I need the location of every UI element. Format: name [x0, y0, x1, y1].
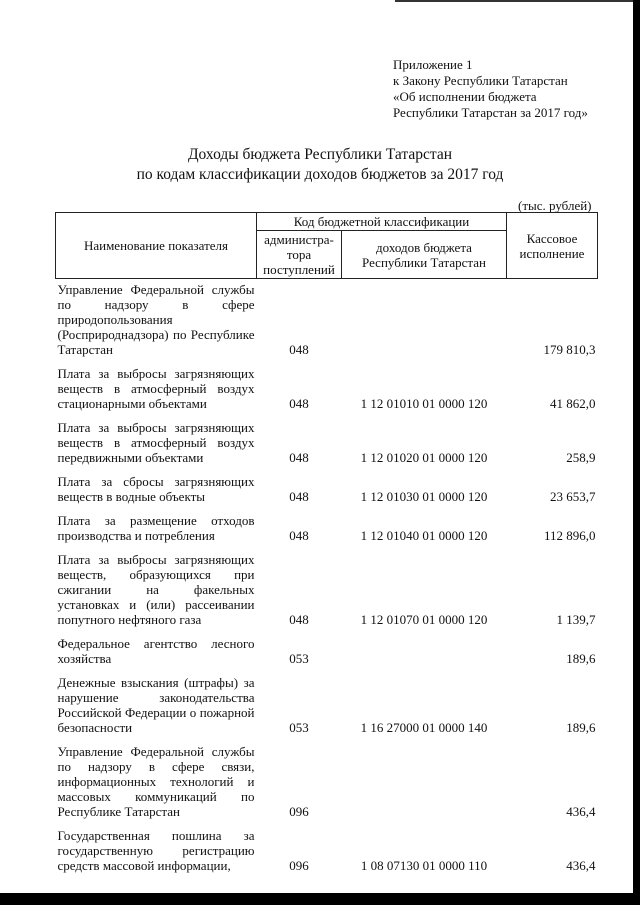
row-admin-code: 048	[289, 528, 309, 543]
header-admin: администра-тора поступлений	[257, 231, 342, 279]
table-row	[56, 825, 598, 879]
row-admin-code: 048	[289, 396, 309, 411]
table-row	[56, 549, 598, 633]
row-name: Плата за выбросы загрязняющих веществ в атмосферный воздух передвижными объектами	[57, 420, 255, 465]
header-income: доходов бюджета Республики Татарстан	[342, 231, 507, 279]
table-row	[56, 417, 598, 471]
row-income-code: 1 08 07130 01 0000 110	[360, 858, 488, 873]
income-table	[55, 212, 598, 879]
row-value: 179 810,3	[543, 342, 596, 357]
row-income-code: 1 12 01010 01 0000 120	[360, 396, 488, 411]
row-name: Управление Федеральной службы по надзору в сфере природопользования (Росприроднадзора) по Республике Татарстан	[57, 282, 255, 357]
row-admin-code: 096	[289, 858, 309, 873]
row-value: 1 139,7	[556, 612, 596, 627]
row-income-code: 1 12 01070 01 0000 120	[360, 612, 488, 627]
header-name: Наименование показателя	[56, 213, 257, 279]
row-name: Плата за сбросы загрязняющих веществ в водные объекты	[57, 474, 255, 504]
row-admin-code: 048	[289, 489, 309, 504]
row-value: 189,6	[566, 651, 596, 666]
row-name: Денежные взыскания (штрафы) за нарушение законодательства Российской Федерации о пожарной безопасности	[57, 675, 255, 735]
row-value: 23 653,7	[550, 489, 596, 504]
row-admin-code: 048	[289, 342, 309, 357]
row-income-code	[342, 633, 507, 672]
row-income-code: 1 12 01020 01 0000 120	[360, 450, 488, 465]
table-row	[56, 633, 598, 672]
row-income-code	[342, 279, 507, 364]
page-title	[0, 145, 640, 185]
scan-edge-right	[633, 0, 640, 905]
table-row	[56, 672, 598, 741]
row-income-code: 1 16 27000 01 0000 140	[360, 720, 488, 735]
row-value: 436,4	[566, 858, 596, 873]
row-income-code	[342, 741, 507, 825]
row-income-code: 1 12 01030 01 0000 120	[360, 489, 488, 504]
table-row	[56, 510, 598, 549]
appendix-line: «Об исполнении бюджета	[393, 89, 537, 104]
row-admin-code: 096	[289, 804, 309, 819]
table-row	[56, 741, 598, 825]
table-row	[56, 363, 598, 417]
table-row	[56, 471, 598, 510]
appendix-line: к Закону Республики Татарстан	[393, 73, 568, 88]
row-value: 112 896,0	[543, 528, 596, 543]
row-value: 41 862,0	[550, 396, 596, 411]
title-line: по кодам классификации доходов бюджетов за 2017 год	[136, 166, 504, 183]
row-income-code: 1 12 01040 01 0000 120	[360, 528, 488, 543]
header-value: Кассовое исполнение	[507, 213, 598, 279]
title-line: Доходы бюджета Республики Татарстан	[187, 146, 453, 163]
row-name: Управление Федеральной службы по надзору в сфере связи, информационных технологий и массовых коммуникаций по Республике Татарстан	[57, 744, 255, 819]
row-admin-code: 048	[289, 612, 309, 627]
row-value: 258,9	[566, 450, 596, 465]
units-label: (тыс. рублей)	[518, 198, 592, 213]
row-name: Государственная пошлина за государственную регистрацию средств массовой информации,	[57, 828, 255, 873]
row-name: Плата за выбросы загрязняющих веществ в атмосферный воздух стационарными объектами	[57, 366, 255, 411]
appendix-line: Республики Татарстан за 2017 год»	[393, 105, 588, 120]
row-admin-code: 053	[289, 720, 309, 735]
row-name: Плата за выбросы загрязняющих веществ, образующихся при сжигании на факельных установках и (или) рассеивании попутного нефтяного газа	[57, 552, 255, 627]
scan-edge-top	[395, 0, 640, 2]
appendix-note	[393, 57, 588, 121]
header-code-group: Код бюджетной классификации	[257, 213, 507, 231]
row-value: 436,4	[566, 804, 596, 819]
row-admin-code: 053	[289, 651, 309, 666]
table-row	[56, 279, 598, 364]
scan-edge-bottom	[0, 893, 640, 905]
row-admin-code: 048	[289, 450, 309, 465]
row-name: Федеральное агентство лесного хозяйства	[57, 636, 255, 666]
row-value: 189,6	[566, 720, 596, 735]
row-name: Плата за размещение отходов производства и потребления	[57, 513, 255, 543]
appendix-line: Приложение 1	[393, 57, 473, 72]
